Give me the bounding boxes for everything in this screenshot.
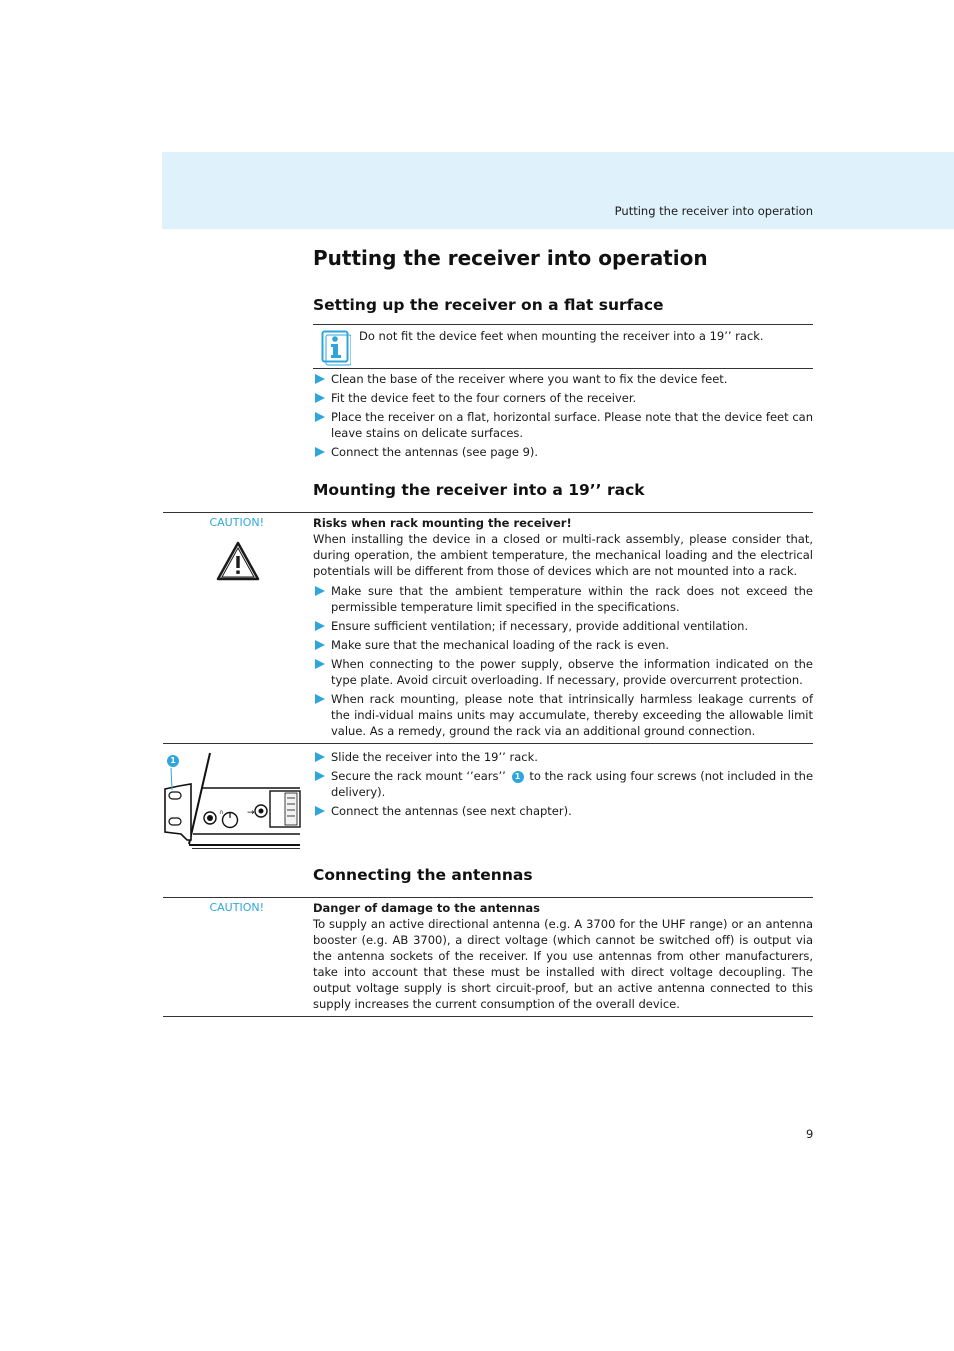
- arrow-bullet-icon: [315, 621, 325, 631]
- section-heading-antennas: Connecting the antennas: [313, 866, 533, 884]
- list-item: Place the receiver on a flat, horizontal surface. Please note that the device feet can leave stains on delicate surfaces.: [313, 409, 813, 441]
- divider: [163, 743, 813, 744]
- list-item: Make sure that the ambient temperature within the rack does not exceed the permissible temperature limit specified in the specifications.: [313, 583, 813, 615]
- callout-marker: 1: [167, 755, 179, 767]
- arrow-bullet-icon: [315, 640, 325, 650]
- caution-block-rack: [313, 515, 813, 579]
- list-item: Connect the antennas (see next chapter).: [313, 803, 813, 819]
- callout-marker: 1: [512, 771, 524, 783]
- svg-text:→: →: [247, 808, 255, 818]
- list-item: Secure the rack mount ‘’ears’’ 1 to the rack using four screws (not included in the delivery).: [313, 768, 813, 800]
- page-number: 9: [806, 1127, 814, 1141]
- caution-title: Risks when rack mounting the receiver!: [313, 516, 572, 530]
- list-item: Fit the device feet to the four corners of the receiver.: [313, 390, 813, 406]
- caution-text: To supply an active directional antenna (e.g. A 3700 for the UHF range) or an antenna booster (e.g. AB 3700), a direct voltage (which cannot be switched off) is output via the antenna sockets of the receiver. If you use antennas from other manufacturers, take into account that these must be installed with direct voltage decoupling. The output voltage supply is short circuit-proof, but an active antenna connected to this supply increases the current consumption of the overall device.: [313, 917, 813, 1011]
- caution-label: CAUTION!: [209, 901, 264, 914]
- section-heading-rack: Mounting the receiver into a 19’’ rack: [313, 481, 645, 499]
- arrow-bullet-icon: [315, 694, 325, 704]
- arrow-bullet-icon: [315, 393, 325, 403]
- arrow-bullet-icon: [315, 659, 325, 669]
- caution-title: Danger of damage to the antennas: [313, 901, 540, 915]
- arrow-bullet-icon: [315, 806, 325, 816]
- list-item: When rack mounting, please note that intrinsically harmless leakage currents of the indi-vidual mains units may accumulate, thereby exceeding the allowable limit value. As a remedy, ground the rack via an additional ground connection.: [313, 691, 813, 739]
- caution-steps: [313, 583, 813, 742]
- rack-mount-figure: [163, 752, 301, 850]
- header-band: [162, 152, 954, 229]
- warning-triangle-icon: [216, 541, 260, 581]
- note-text: Do not fit the device feet when mounting the receiver into a 19’’ rack.: [359, 329, 764, 343]
- divider: [313, 368, 813, 369]
- arrow-bullet-icon: [315, 412, 325, 422]
- running-header: Putting the receiver into operation: [614, 204, 813, 218]
- arrow-bullet-icon: [315, 752, 325, 762]
- setup-steps: [313, 371, 813, 463]
- caution-label: CAUTION!: [209, 516, 264, 529]
- divider: [163, 512, 813, 513]
- caution-block-antennas: [313, 900, 813, 1012]
- list-item: Slide the receiver into the 19’’ rack.: [313, 749, 813, 765]
- mount-steps: [313, 749, 813, 822]
- list-item: Clean the base of the receiver where you want to fix the device feet.: [313, 371, 813, 387]
- caution-text: When installing the device in a closed or multi-rack assembly, please consider that, during operation, the ambient temperature, the mechanical loading and the electrical potentials will be different from those of devices which are not mounted into a rack.: [313, 532, 813, 578]
- arrow-bullet-icon: [315, 586, 325, 596]
- list-item: Ensure sufficient ventilation; if necessary, provide additional ventilation.: [313, 618, 813, 634]
- arrow-bullet-icon: [315, 771, 325, 781]
- divider: [163, 1016, 813, 1017]
- info-icon: [321, 330, 351, 366]
- section-heading-flat-surface: Setting up the receiver on a flat surface: [313, 296, 664, 314]
- list-item: Connect the antennas (see page 9).: [313, 444, 813, 460]
- svg-text:∩: ∩: [219, 809, 224, 816]
- arrow-bullet-icon: [315, 447, 325, 457]
- divider: [313, 324, 813, 325]
- list-item: Make sure that the mechanical loading of the rack is even.: [313, 637, 813, 653]
- list-item: When connecting to the power supply, observe the information indicated on the type plate. Avoid circuit overloading. If necessary, provide overcurrent protection.: [313, 656, 813, 688]
- page-title: Putting the receiver into operation: [313, 246, 708, 270]
- divider: [163, 897, 813, 898]
- arrow-bullet-icon: [315, 374, 325, 384]
- divider: [192, 848, 300, 849]
